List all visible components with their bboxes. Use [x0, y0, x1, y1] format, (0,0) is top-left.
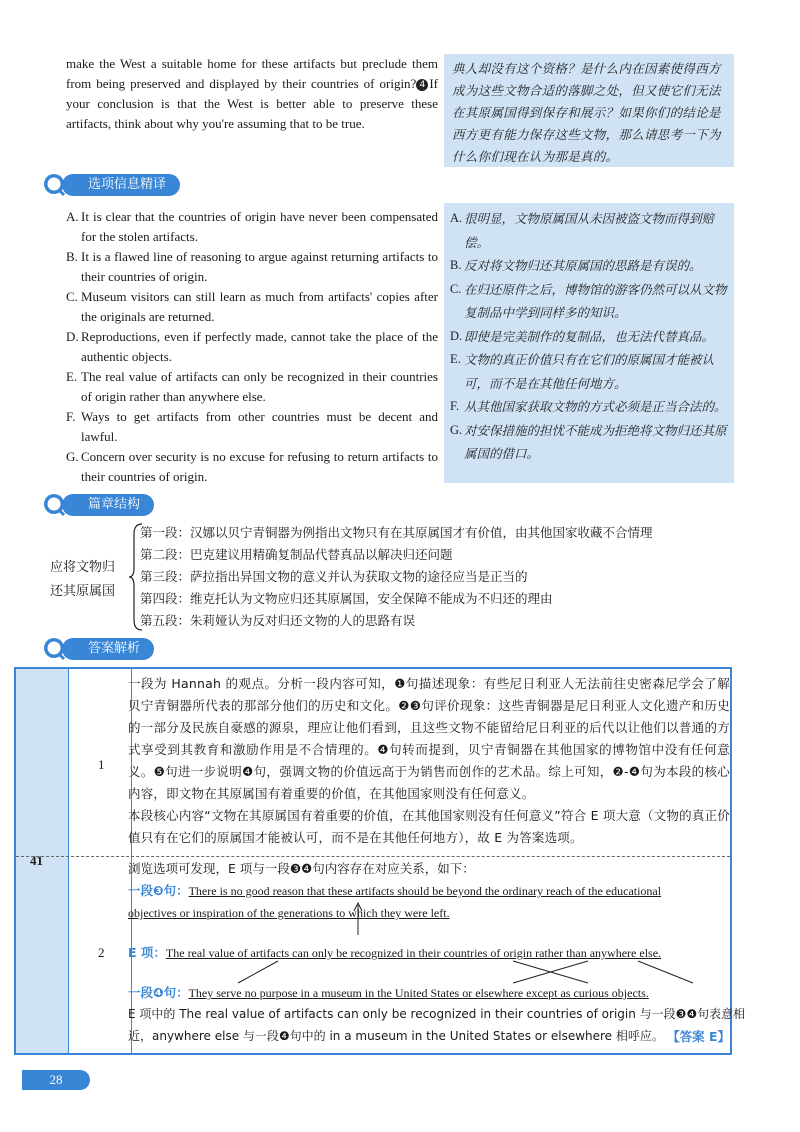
evidence-3-quote-2: objectives or inspiration of the generations to which they were left. — [128, 906, 450, 920]
row-divider — [16, 856, 730, 857]
option-en-b: B. It is a flawed line of reasoning to argue against returning artifacts to their countries of origin. — [66, 249, 438, 284]
structure-paragraph-1: 第一段：汉娜以贝宁青铜器为例指出文物只有在其原属国才有价值，由其他国家收藏不合情理 — [140, 525, 653, 540]
evidence-3-label: 一段❸句： — [128, 883, 189, 898]
evidence-sentence-4 — [128, 983, 649, 1003]
option-zh-a: A. 很明显，文物原属国从未因被盗文物而得到赔偿。 — [450, 211, 715, 250]
option-en-d: D. Reproductions, even if perfectly made, cannot take the place of the authentic objects. — [66, 329, 438, 364]
options-section-title: 选项信息精译 — [62, 174, 180, 196]
analysis-conclusion-1: E 项中的 The real value of artifacts can only be recognized in their countries of origin 与一段❸❹句表意相 — [128, 1007, 746, 1021]
options-chinese — [444, 203, 734, 483]
subrow-2-number: 2 — [98, 945, 105, 960]
option-zh-f: F. 从其他国家获取文物的方式必须是正当合法的。 — [450, 399, 727, 414]
option-e-quote: The real value of artifacts can only be recognized in their countries of origin rather than anywhere else. — [165, 946, 662, 960]
options-english — [66, 207, 438, 487]
passage-en-before: make the West a suitable home for these artifacts but preclude them from being preserved and displayed by their countries of origin? — [66, 56, 438, 91]
sentence-marker: 4 — [416, 79, 428, 91]
passage-en-after: If your conclusion is that the West is better able to preserve these artifacts, think about why you're assuming that to be true. — [66, 76, 438, 131]
subrow-1-number: 1 — [98, 757, 105, 772]
option-zh-c: C. 在归还原件之后，博物馆的游客仍然可以从文物复制品中学到同样多的知识。 — [450, 281, 727, 320]
answer-section-title: 答案解析 — [62, 638, 154, 660]
option-en-g: G. Concern over security is no excuse for refusing to return artifacts to their countries of origin. — [66, 449, 438, 484]
option-e-label: E 项： — [128, 945, 166, 960]
option-zh-b: B. 反对将文物归还其原属国的思路是有误的。 — [450, 258, 702, 273]
structure-paragraph-3: 第三段：萨拉指出异国文物的意义并认为获取文物的途径应当是正当的 — [140, 569, 528, 584]
structure-paragraph-4: 第四段：维克托认为文物应归还其原属国，安全保障不能成为不归还的理由 — [140, 591, 553, 606]
option-zh-d: D. 即使是完美制作的复制品，也无法代替真品。 — [450, 328, 715, 344]
evidence-3-quote-1: There is no good reason that these artifacts should be beyond the ordinary reach of the educational — [188, 884, 662, 898]
answer-tag: 【答案 E】 — [667, 1029, 730, 1044]
structure-section-title: 篇章结构 — [62, 494, 154, 516]
analysis-row-1 — [128, 673, 730, 849]
option-en-a: A. It is clear that the countries of origin have never been compensated for the stolen artifacts. — [66, 209, 438, 244]
analysis-row-1-para-1: 一段为 Hannah 的观点。分析一段内容可知，❶句描述现象：有些尼日利亚人无法前往史密森尼学会了解贝宁青铜器所代表的那部分他们的历史和文化。❷❸句评价现象：这些青铜器是尼日利亚人文化遗产和历史的一部分及民族自豪感的源泉，理应让他们看到，且这些文物不能留给尼日利亚的后代以让他们以普通的方式享受到其教育和激励作用是不合情理的。❹句转而提到，贝宁青铜器在其他国家的博物馆中没有任何意义。❺句进一步说明❹句，强调文物的价值远高于为销售而创作的艺术品。综上可知，❷-❹句为本段的核心内容，即文物在其原属国有着重要的价值，在其他国家则没有任何意义。 — [128, 676, 730, 801]
option-zh-e: E. 文物的真正价值只有在它们的原属国才能被认可，而不是在其他任何地方。 — [450, 352, 715, 391]
analysis-row-1-para-2: 本段核心内容“文物在其原属国有着重要的价值，在其他国家则没有任何意义”符合 E 项大意（文物的真正价值只有在它们的原属国才能被认可，而不是在其他任何地方），故 E 为答案选项。 — [128, 808, 730, 845]
structure-topic-line1: 应将文物归 — [50, 560, 116, 575]
answer-table — [14, 667, 746, 1055]
option-en-c: C. Museum visitors can still learn as much from artifacts' copies after the originals are returned. — [66, 289, 438, 324]
option-en-e: E. The real value of artifacts can only be recognized in their countries of origin rather than anywhere else. — [66, 369, 438, 404]
structure-paragraph-2: 第二段：巴克建议用精确复制品代替真品以解决归还问题 — [140, 547, 453, 562]
structure-topic-line2: 还其原属国 — [50, 584, 116, 599]
evidence-4-label: 一段❹句： — [128, 985, 189, 1000]
question-number: 41 — [30, 853, 43, 868]
analysis-conclusion-2: 近，anywhere else 与一段❹句中的 in a museum in the United States or elsewhere 相呼应。 — [128, 1029, 664, 1043]
structure-topic — [50, 556, 130, 604]
analysis-row-2-intro: 浏览选项可发现，E 项与一段❸❹句内容存在对应关系，如下： — [128, 861, 475, 876]
passage-chinese: 典人却没有这个资格？是什么内在因素使得西方成为这些文物合适的落脚之处，但又使它们无法在其原属国得到保存和展示？如果你们的结论是西方更有能力保存这些文物，那么请思考一下为什么你们现在认为那是真的。 — [444, 54, 734, 167]
subrow-column — [68, 669, 132, 1053]
page-number: 28 — [22, 1070, 90, 1090]
passage-english — [66, 54, 438, 134]
option-en-f: F. Ways to get artifacts from other countries must be decent and lawful. — [66, 409, 438, 444]
option-zh-g: G. 对安保措施的担忧不能成为拒绝将文物归还其原属国的借口。 — [450, 422, 727, 461]
structure-paragraph-list — [140, 522, 653, 632]
analysis-conclusion-2-line — [128, 1027, 730, 1044]
structure-paragraph-5: 第五段：朱莉娅认为反对归还文物的人的思路有误 — [140, 613, 416, 628]
evidence-4-quote: They serve no purpose in a museum in the United States or elsewhere except as curious objects. — [188, 986, 649, 1000]
